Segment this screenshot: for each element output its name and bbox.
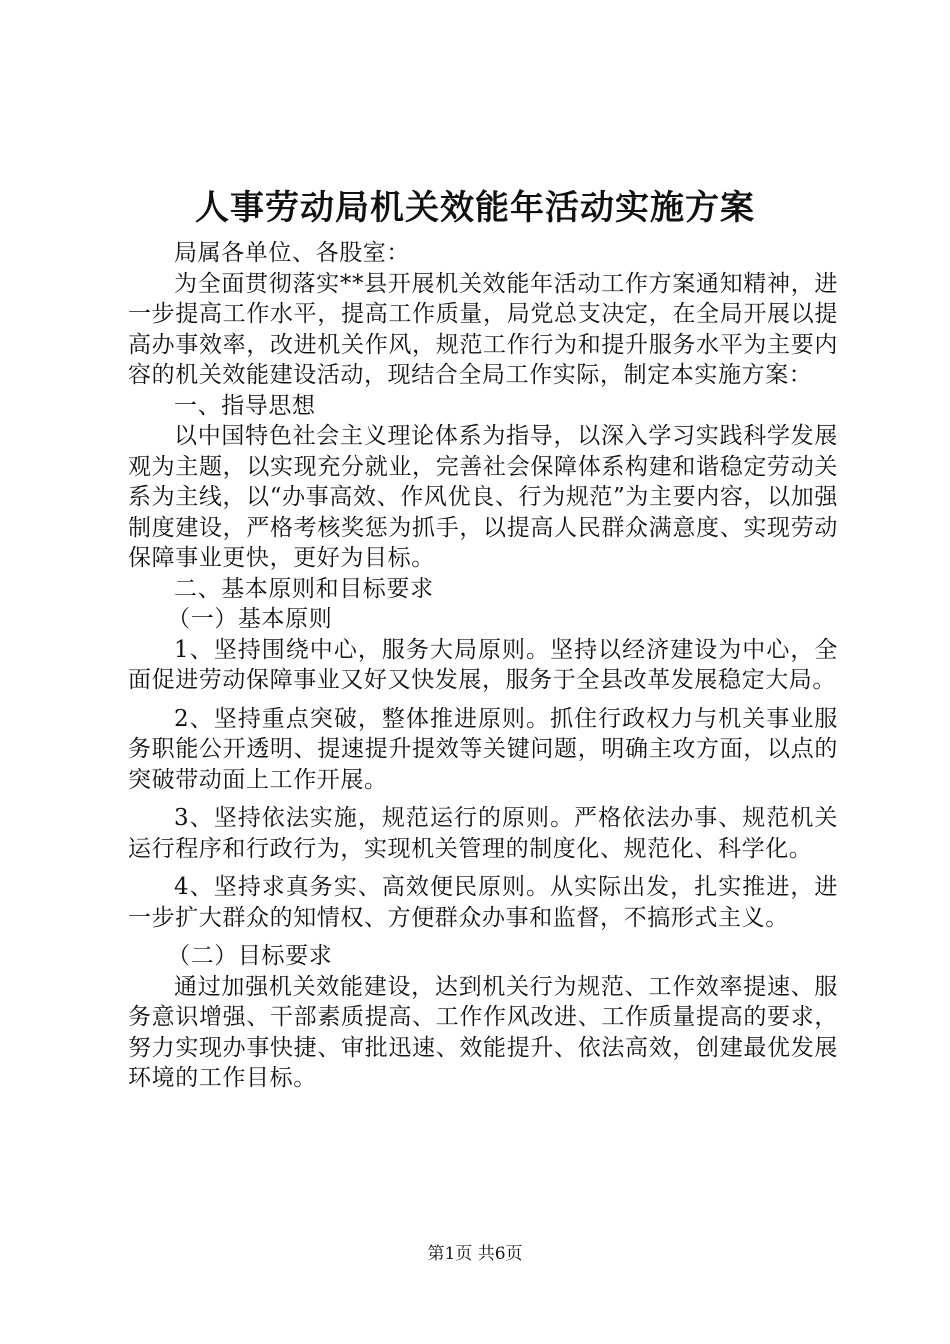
- principle-item-2: 2、坚持重点突破，整体推进原则。抓住行政权力与机关事业服务职能公开透明、提速提升提效等关键问题，明确主攻方面，以点的突破带动面上工作开展。: [128, 705, 838, 793]
- section-heading-principles-goals: 二、基本原则和目标要求: [174, 575, 434, 602]
- goal-requirements-paragraph: 通过加强机关效能建设，达到机关行为规范、工作效率提速、服务意识增强、干部素质提高、工作作风改进、工作质量提高的要求，努力实现办事快捷、审批迅速、效能提升、依法高效，创建最优发展环境的工作目标。: [128, 973, 838, 1091]
- section-heading-guiding-thought: 一、指导思想: [174, 392, 316, 419]
- principle-item-3: 3、坚持依法实施，规范运行的原则。严格依法办事、规范机关运行程序和行政行为，实现机关管理的制度化、规范化、科学化。: [128, 805, 838, 862]
- subheading-goal-requirements: （二）目标要求: [167, 943, 333, 969]
- principle-item-1: 1、坚持围绕中心，服务大局原则。坚持以经济建设为中心，全面促进劳动保障事业又好又快发展，服务于全县改革发展稳定大局。: [128, 636, 838, 693]
- salutation: 局属各单位、各股室：: [174, 240, 410, 266]
- guiding-thought-paragraph: 以中国特色社会主义理论体系为指导，以深入学习实践科学发展观为主题，以实现充分就业，完善社会保障体系构建和谐稳定劳动关系为主线，以“办事高效、作风优良、行为规范”为主要内容，以加强制度建设，严格考核奖惩为抓手，以提高人民群众满意度、实现劳动保障事业更快，更好为目标。: [128, 423, 838, 571]
- page-number-footer: 第1页 共6页: [427, 1244, 523, 1264]
- document-body: [128, 238, 838, 1094]
- intro-paragraph: 为全面贯彻落实**县开展机关效能年活动工作方案通知精神，进一步提高工作水平，提高工作质量，局党总支决定，在全局开展以提高办事效率，改进机关作风，规范工作行为和提升服务水平为主要内容的机关效能建设活动，现结合全局工作实际，制定本实施方案：: [128, 270, 838, 388]
- principle-item-4: 4、坚持求真务实、高效便民原则。从实际出发，扎实推进，进一步扩大群众的知情权、方便群众办事和监督，不搞形式主义。: [128, 874, 838, 931]
- subheading-basic-principles: （一）基本原则: [167, 606, 333, 632]
- document-title: 人事劳动局机关效能年活动实施方案: [195, 188, 755, 228]
